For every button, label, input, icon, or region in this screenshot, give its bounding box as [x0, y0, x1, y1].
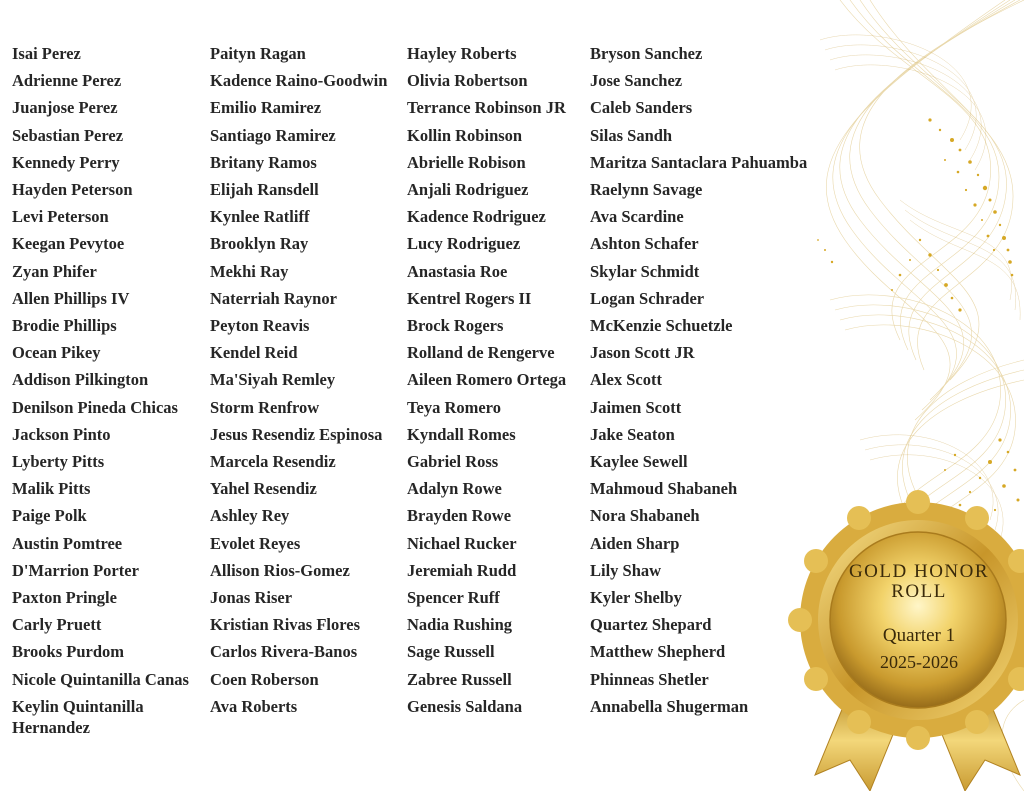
student-name: Abrielle Robison: [407, 152, 526, 172]
student-name: Carlos Rivera-Banos: [210, 642, 358, 662]
student-name: Nichael Rucker: [407, 533, 517, 553]
student-name: Keegan Pevytoe: [12, 234, 125, 254]
student-name: Jesus Resendiz Espinosa: [210, 424, 383, 444]
student-name: Kollin Robinson: [407, 125, 523, 145]
student-name: Sage Russell: [407, 642, 495, 662]
student-name: Kristian Rivas Flores: [210, 615, 361, 635]
names-column-4: [590, 40, 810, 720]
student-name: Carly Pruett: [12, 615, 102, 635]
medal-title: GOLD HONOR ROLL: [848, 561, 990, 602]
student-name: Phinneas Shetler: [590, 669, 709, 689]
student-name: Marcela Resendiz: [210, 452, 336, 472]
student-name: Allison Rios-Gomez: [210, 560, 350, 580]
student-name: Logan Schrader: [590, 288, 705, 308]
student-name: Brock Rogers: [407, 316, 504, 336]
student-name: Kadence Raino-Goodwin: [210, 71, 388, 91]
student-name: Kyndall Romes: [407, 424, 516, 444]
student-name: Juanjose Perez: [12, 98, 118, 118]
student-name: Anastasia Roe: [407, 261, 508, 281]
student-name: Kynlee Ratliff: [210, 207, 310, 227]
student-name: Mahmoud Shabaneh: [590, 479, 738, 499]
student-name: Jackson Pinto: [12, 424, 111, 444]
student-name: Kennedy Perry: [12, 152, 120, 172]
student-name: Jeremiah Rudd: [407, 560, 517, 580]
names-column-1: [12, 40, 202, 738]
student-name: Brooklyn Ray: [210, 234, 309, 254]
student-name: Ocean Pikey: [12, 343, 101, 363]
student-name: Ava Scardine: [590, 207, 684, 227]
student-name: Jake Seaton: [590, 424, 675, 444]
student-name: Britany Ramos: [210, 152, 317, 172]
student-name: Adalyn Rowe: [407, 479, 502, 499]
student-name: Emilio Ramirez: [210, 98, 322, 118]
student-name: Malik Pitts: [12, 479, 91, 499]
student-name: Nadia Rushing: [407, 615, 513, 635]
student-name: Anjali Rodriguez: [407, 180, 529, 200]
student-name: Ashley Rey: [210, 506, 290, 526]
student-name: Raelynn Savage: [590, 180, 703, 200]
student-name: Paityn Ragan: [210, 44, 306, 63]
names-column-2: [210, 40, 400, 720]
medal-quarter: Quarter 1: [882, 625, 956, 646]
student-name: Austin Pomtree: [12, 533, 123, 553]
swirl-lines-dense: [820, 35, 1020, 540]
student-name: Peyton Reavis: [210, 316, 310, 336]
student-name: Isai Perez: [12, 44, 81, 63]
student-name: McKenzie Schuetzle: [590, 316, 733, 336]
student-name: Spencer Ruff: [407, 588, 500, 608]
student-name: Elijah Ransdell: [210, 180, 319, 200]
student-name: Keylin Quintanilla Hernandez: [12, 696, 144, 737]
student-name: Ashton Schafer: [590, 234, 699, 254]
student-name: Yahel Resendiz: [210, 479, 317, 499]
student-name: Kentrel Rogers II: [407, 288, 532, 308]
student-name: Mekhi Ray: [210, 261, 289, 281]
student-name: Paxton Pringle: [12, 588, 117, 608]
gold-glitter: [817, 118, 1019, 511]
student-name: Zyan Phifer: [12, 261, 97, 281]
student-name: Lily Shaw: [590, 560, 662, 580]
student-name: Coen Roberson: [210, 669, 319, 689]
student-name: Kendel Reid: [210, 343, 298, 363]
student-name: Alex Scott: [590, 370, 662, 390]
student-name: Bryson Sanchez: [590, 44, 703, 63]
student-name: Kyler Shelby: [590, 588, 682, 608]
student-name: Aiden Sharp: [590, 533, 680, 553]
student-name: Denilson Pineda Chicas: [12, 397, 178, 417]
student-name: Brooks Purdom: [12, 642, 125, 662]
student-name: Hayden Peterson: [12, 180, 133, 200]
student-name: Caleb Sanders: [590, 98, 693, 118]
student-name: Hayley Roberts: [407, 44, 517, 63]
student-name: Brayden Rowe: [407, 506, 512, 526]
student-name: Nora Shabaneh: [590, 506, 700, 526]
student-name: Jaimen Scott: [590, 397, 682, 417]
student-name: Adrienne Perez: [12, 71, 122, 91]
student-name: Naterriah Raynor: [210, 288, 337, 308]
student-name: Silas Sandh: [590, 125, 673, 145]
student-name: Jonas Riser: [210, 588, 293, 608]
student-name: Genesis Saldana: [407, 696, 523, 716]
student-name: Olivia Robertson: [407, 71, 528, 91]
student-name: Jose Sanchez: [590, 71, 683, 91]
student-name: Rolland de Rengerve: [407, 343, 555, 363]
student-name: Allen Phillips IV: [12, 288, 130, 308]
student-name: Paige Polk: [12, 506, 87, 526]
student-name: Ava Roberts: [210, 696, 298, 716]
student-name: Zabree Russell: [407, 669, 512, 689]
student-name: Lyberty Pitts: [12, 452, 105, 472]
student-name: Skylar Schmidt: [590, 261, 700, 281]
student-name: Kadence Rodriguez: [407, 207, 546, 227]
student-name: Brodie Phillips: [12, 316, 117, 336]
student-name: Quartez Shepard: [590, 615, 712, 635]
student-name: Maritza Santaclara Pahuamba: [590, 152, 808, 172]
names-column-3: [407, 40, 587, 720]
student-name: Terrance Robinson JR: [407, 98, 566, 118]
student-name: Sebastian Perez: [12, 125, 124, 145]
student-name: Santiago Ramirez: [210, 125, 336, 145]
student-name: Jason Scott JR: [590, 343, 695, 363]
student-name: Kaylee Sewell: [590, 452, 688, 472]
student-name: Addison Pilkington: [12, 370, 149, 390]
student-name: Lucy Rodriguez: [407, 234, 521, 254]
student-name: Teya Romero: [407, 397, 501, 417]
student-name: Storm Renfrow: [210, 397, 320, 417]
student-name: Aileen Romero Ortega: [407, 370, 567, 390]
student-name: Ma'Siyah Remley: [210, 370, 336, 390]
student-name: Matthew Shepherd: [590, 642, 726, 662]
medal-year: 2025-2026: [880, 652, 958, 672]
student-name: Evolet Reyes: [210, 533, 301, 553]
student-name: D'Marrion Porter: [12, 560, 139, 580]
student-name: Levi Peterson: [12, 207, 109, 227]
student-name: Annabella Shugerman: [590, 696, 749, 716]
medal-disc: [830, 532, 1006, 708]
student-name: Gabriel Ross: [407, 452, 499, 472]
student-name: Nicole Quintanilla Canas: [12, 669, 189, 689]
